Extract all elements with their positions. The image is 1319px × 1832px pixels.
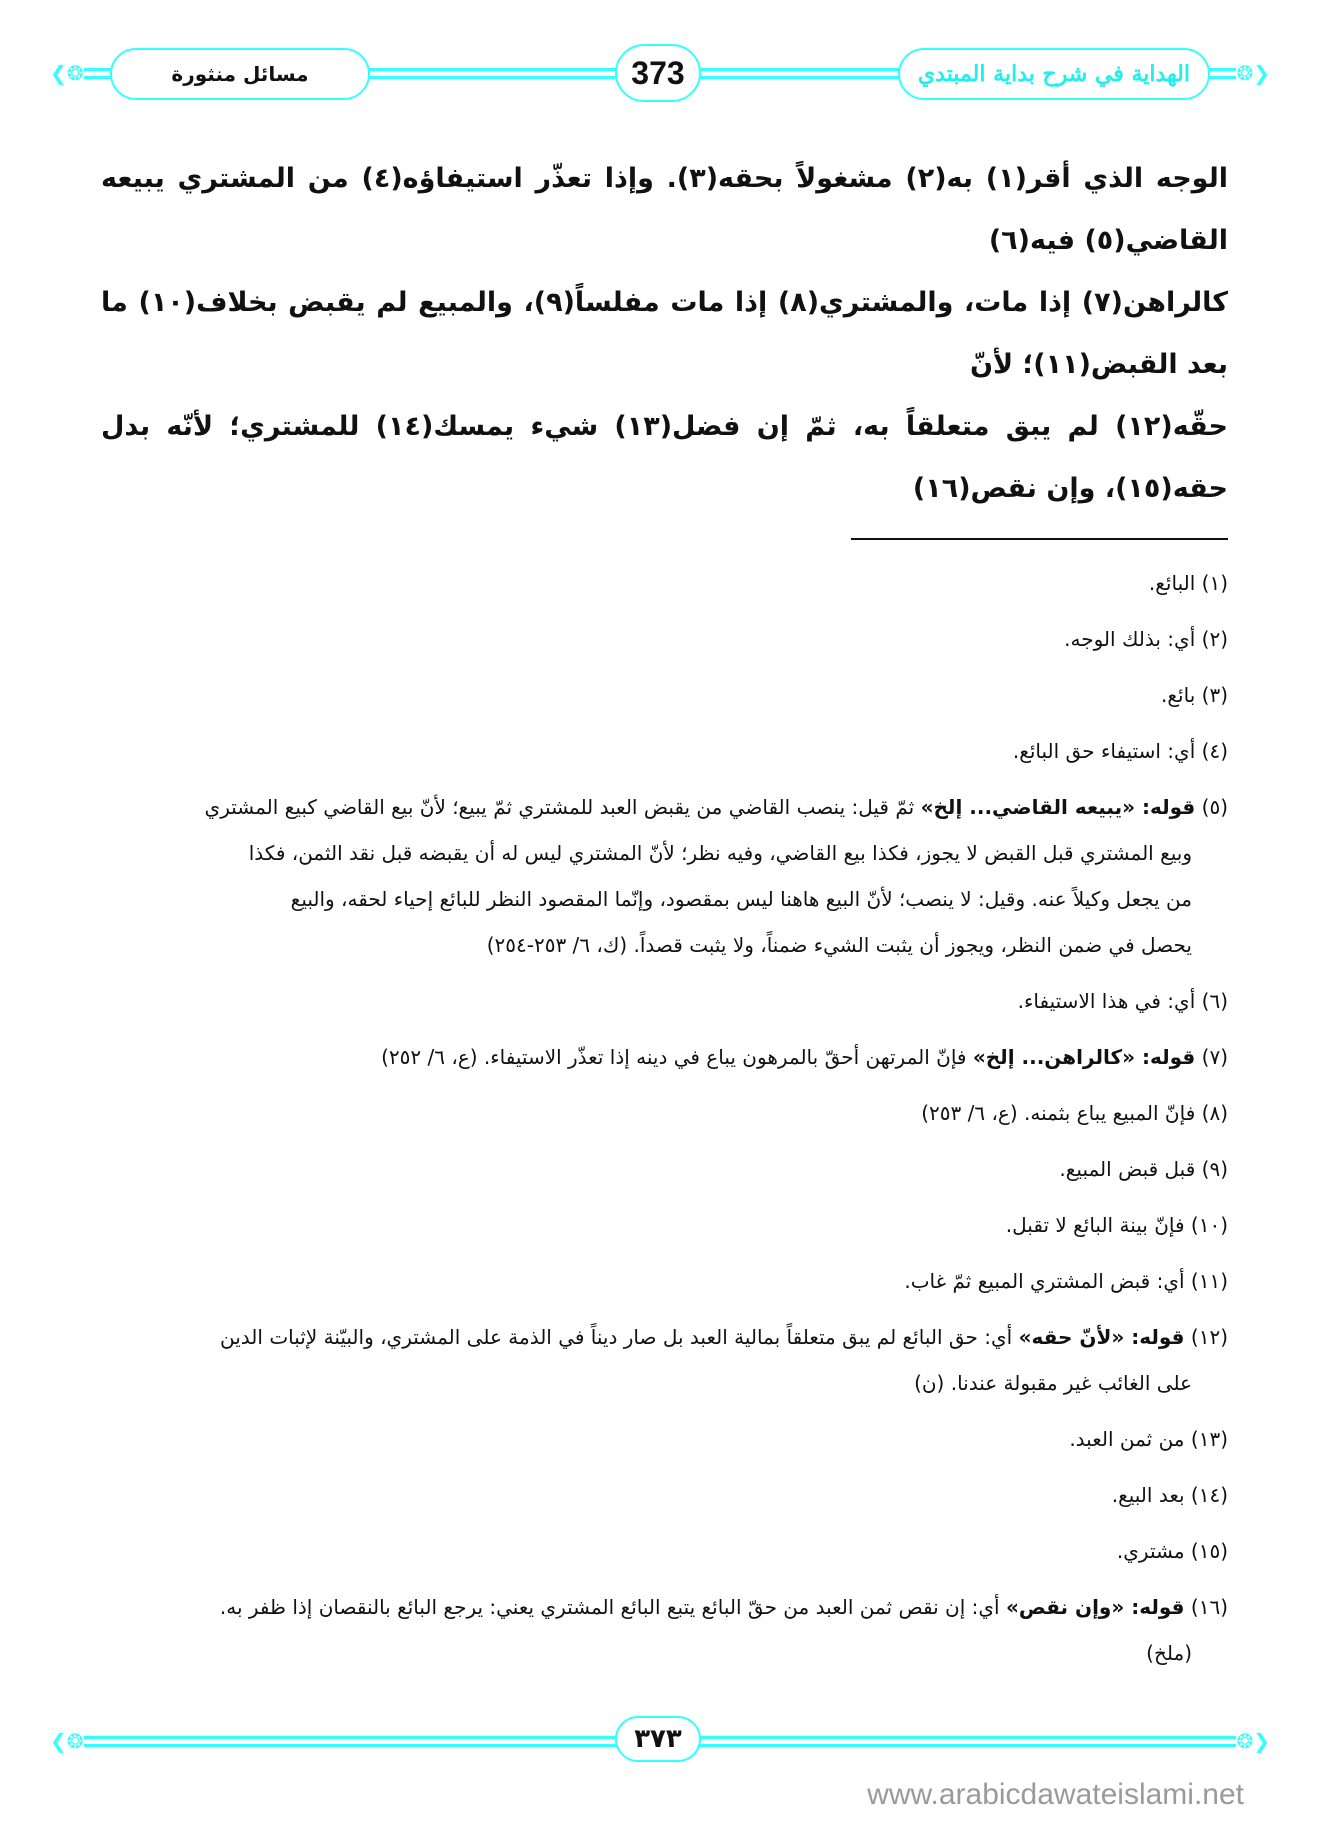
footnote-number: (٩) (1201, 1157, 1228, 1181)
footnote (101, 1528, 1228, 1574)
footnote-text: البائع. (1148, 571, 1196, 595)
footnote-number: (١٤) (1190, 1483, 1228, 1507)
footer-page-number: ٣٧٣ (634, 1724, 682, 1754)
ornament-icon: ❂❯ (1236, 61, 1270, 85)
footnote-text: فإنّ المرتهن أحقّ بالمرهون يباع في دينه إذا تعذّر الاستيفاء. (ع، ٦/ ٢٥٢) (381, 1045, 967, 1069)
footnote-quote: قوله: «وإن نقص» (1005, 1595, 1185, 1619)
page-number-box (615, 44, 701, 102)
footnote (101, 560, 1228, 606)
footnote (101, 1314, 1228, 1406)
book-title-box (898, 48, 1210, 100)
chapter-title: مسائل منثورة (171, 62, 309, 86)
page-number: 373 (631, 54, 685, 91)
footnote-text: أي: استيفاء حق البائع. (1012, 739, 1196, 763)
footnote-text: أي: حق البائع لم يبق متعلقاً بمالية العبد بل صار ديناً في الذمة على المشتري، والبيّنة لإثبات الدين (220, 1325, 1013, 1349)
footnote-text: من يجعل وكيلاً عنه. وقيل: لا ينصب؛ لأنّ البيع هاهنا ليس بمقصود، وإنّما المقصود النظر للبائع إحياء لحقه، والبيع (290, 887, 1192, 911)
footnote-text: يحصل في ضمن النظر، ويجوز أن يثبت الشيء ضمناً، ولا يثبت قصداً. (ك، ٦/ ٢٥٣-٢٥٤) (486, 933, 1192, 957)
footnote-separator (851, 538, 1228, 540)
footnote (101, 1584, 1228, 1676)
footnote-number: (١٢) (1190, 1325, 1228, 1349)
book-title: الهداية في شرح بداية المبتدي (917, 61, 1190, 87)
footnote-number: (٧) (1201, 1045, 1228, 1069)
footnote-text: على الغائب غير مقبولة عندنا. (ن) (914, 1371, 1192, 1395)
footnote-number: (٦) (1201, 989, 1228, 1013)
footnote-number: (١٦) (1190, 1595, 1228, 1619)
page-footer (50, 1716, 1270, 1766)
footnote (101, 978, 1228, 1024)
footnote-quote: قوله: «يبيعه القاضي... إلخ» (920, 795, 1196, 819)
footnote-number: (١١) (1190, 1269, 1228, 1293)
footnote-text: أي: بذلك الوجه. (1064, 627, 1196, 651)
footnote-text: قبل قبض المبيع. (1059, 1157, 1196, 1181)
footnote-text: بائع. (1161, 683, 1196, 707)
footnote (101, 1034, 1228, 1080)
footnote-text: بعد البيع. (1111, 1483, 1185, 1507)
footer-page-number-box (615, 1716, 701, 1762)
footnote-text: فإنّ بينة البائع لا تقبل. (1005, 1213, 1185, 1237)
footnote-quote: قوله: «كالراهن... إلخ» (972, 1045, 1196, 1069)
footnote-number: (٣) (1201, 683, 1228, 707)
main-text (101, 148, 1228, 520)
footnote (101, 672, 1228, 718)
page-header (50, 48, 1270, 108)
chapter-title-box (110, 48, 370, 100)
footnote-text: من ثمن العبد. (1069, 1427, 1185, 1451)
footnote-text: فإنّ المبيع يباع بثمنه. (ع، ٦/ ٢٥٣) (921, 1101, 1196, 1125)
footnote-number: (١٣) (1190, 1427, 1228, 1451)
main-text-line: كالراهن(٧) إذا مات، والمشتري(٨) إذا مات مفلساً(٩)، والمبيع لم يقبض بخلاف(١٠) ما بعد القبض(١١)؛ لأنّ (101, 287, 1229, 380)
footnotes (101, 560, 1228, 1676)
footnote-number: (٤) (1201, 739, 1228, 763)
footnote-number: (٨) (1201, 1101, 1228, 1125)
footnote-number: (٢) (1201, 627, 1228, 651)
footnote (101, 784, 1228, 968)
footnote (101, 1472, 1228, 1518)
footnote-quote: قوله: «لأنّ حقه» (1018, 1325, 1185, 1349)
footnote (101, 616, 1228, 662)
footnote (101, 1258, 1228, 1304)
ornament-icon: ❮❂ (50, 61, 84, 85)
page-content (101, 148, 1228, 1676)
footnote-text: (ملخ) (1146, 1641, 1192, 1665)
footnote-text: أي: إن نقص ثمن العبد من حقّ البائع يتبع البائع المشتري يعني: يرجع البائع بالنقصان إذا ظفر به. (219, 1595, 1000, 1619)
footnote (101, 1146, 1228, 1192)
footnote-number: (١٠) (1190, 1213, 1228, 1237)
main-text-line: الوجه الذي أقر(١) به(٢) مشغولاً بحقه(٣). وإذا تعذّر استيفاؤه(٤) من المشتري يبيعه القاضي(٥) فيه(٦) (101, 163, 1228, 256)
footnote-number: (١) (1201, 571, 1228, 595)
footnote (101, 1416, 1228, 1462)
footnote-text: ثمّ قيل: ينصب القاضي من يقبض العبد للمشتري ثمّ يبيع؛ لأنّ بيع القاضي كبيع المشتري (204, 795, 915, 819)
footnote (101, 1202, 1228, 1248)
main-text-line: حقّه(١٢) لم يبق متعلقاً به، ثمّ إن فضل(١٣) شيء يمسك(١٤) للمشتري؛ لأنّه بدل حقه(١٥)، وإن نقص(١٦) (101, 411, 1228, 504)
footnote-number: (٥) (1201, 795, 1228, 819)
footnote-text: وبيع المشتري قبل القبض لا يجوز، فكذا بيع القاضي، وفيه نظر؛ لأنّ المشتري ليس له أن يقبضه قبل نقد الثمن، فكذا (248, 841, 1192, 865)
footnote-text: أي: قبض المشتري المبيع ثمّ غاب. (904, 1269, 1185, 1293)
footnote-number: (١٥) (1190, 1539, 1228, 1563)
footnote (101, 728, 1228, 774)
ornament-icon: ❂❯ (1236, 1729, 1270, 1753)
footnote-text: مشتري. (1116, 1539, 1185, 1563)
ornament-icon: ❮❂ (50, 1729, 84, 1753)
watermark: www.arabicdawateislami.net (867, 1778, 1244, 1811)
footnote (101, 1090, 1228, 1136)
footnote-text: أي: في هذا الاستيفاء. (1017, 989, 1196, 1013)
